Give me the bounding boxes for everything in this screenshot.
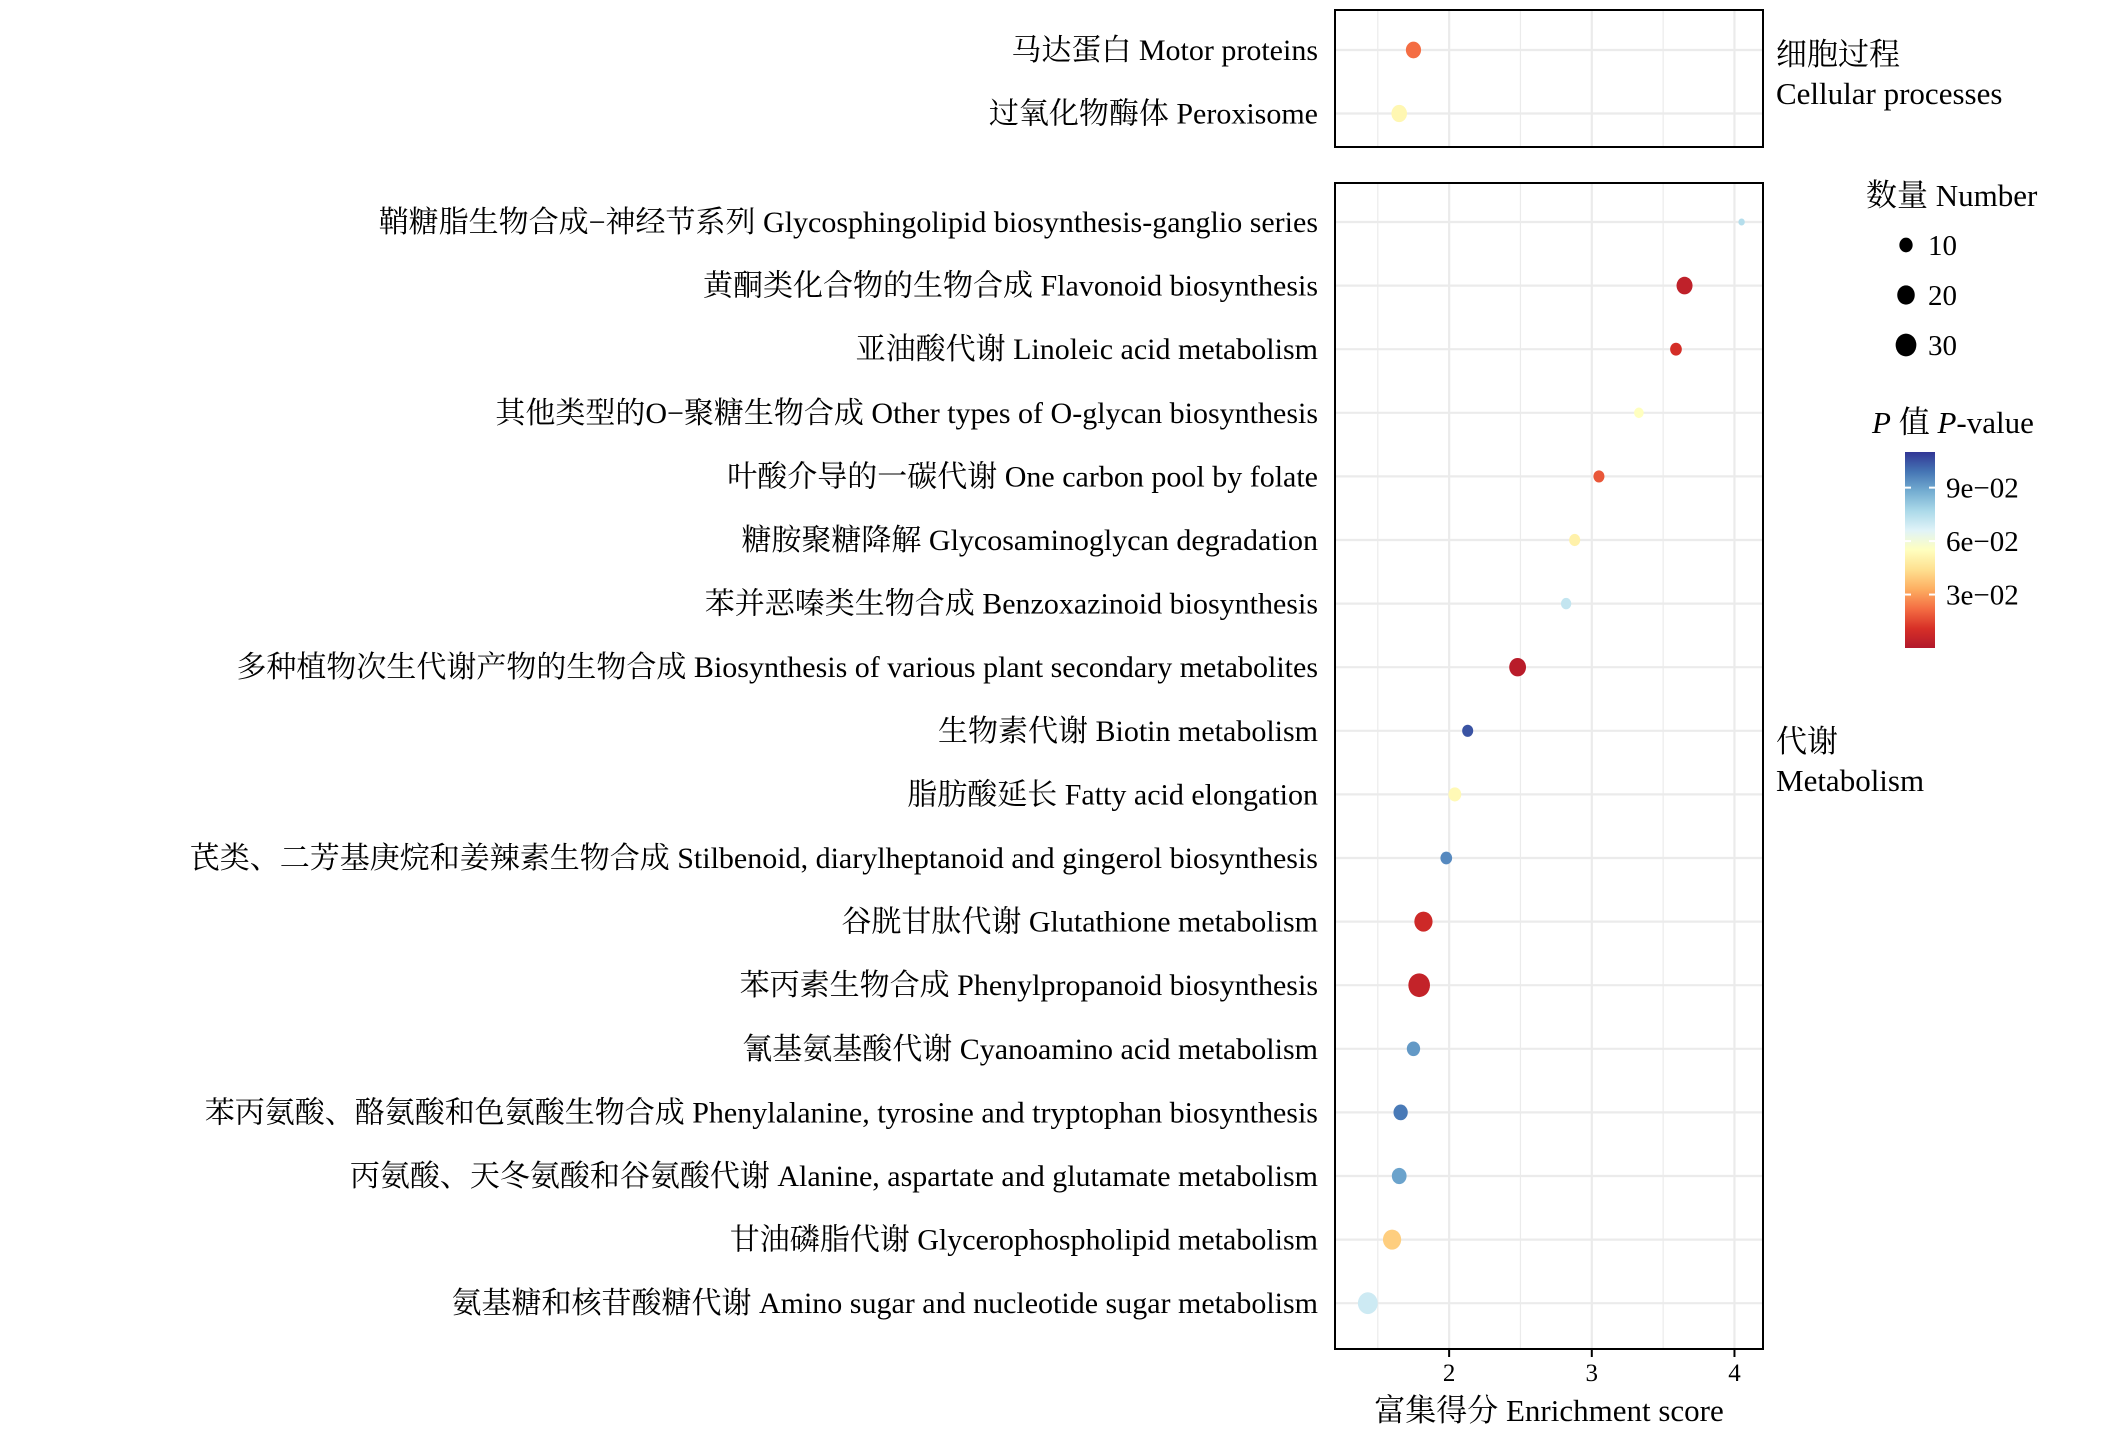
y-tick-label: 亚油酸代谢 Linoleic acid metabolism (855, 333, 1318, 367)
strip-label-line-1: 代谢 (1776, 724, 1838, 759)
y-tick-label: 苯丙素生物合成 Phenylpropanoid biosynthesis (739, 969, 1318, 1003)
strip-label-line-2: Metabolism (1776, 763, 1925, 798)
y-tick-label: 叶酸介导的一碳代谢 One carbon pool by folate (727, 460, 1318, 494)
y-tick-label: 黄酮类化合物的生物合成 Flavonoid biosynthesis (702, 269, 1318, 303)
x-tick-label: 3 (1585, 1360, 1599, 1387)
y-tick-label: 糖胺聚糖降解 Glycosaminoglycan degradation (741, 524, 1318, 557)
color-bar-label: 9e−02 (1946, 472, 2019, 505)
data-point (1414, 912, 1432, 932)
data-point (1677, 277, 1693, 295)
data-point (1738, 218, 1744, 225)
color-bar (1905, 452, 1935, 648)
x-axis-title: 富集得分 Enrichment score (1374, 1393, 1724, 1428)
y-tick-label: 氰基氨基酸代谢 Cyanoamino acid metabolism (742, 1032, 1318, 1066)
size-legend-title: 数量 Number (1866, 178, 2038, 213)
color-legend-title-zhi: 值 (1890, 405, 1938, 440)
y-tick-label: 过氧化物酶体 Peroxisome (988, 97, 1318, 131)
y-tick-label: 谷胱甘肽代谢 Glutathione metabolism (841, 905, 1318, 939)
data-point (1406, 42, 1421, 59)
y-tick-label: 甘油磷脂代谢 Glycerophospholipid metabolism (729, 1223, 1318, 1257)
y-tick-label: 脂肪酸延长 Fatty acid elongation (907, 778, 1318, 812)
size-legend-key (1899, 238, 1912, 253)
y-tick-label: 其他类型的O−聚糖生物合成 Other types of O-glycan biosynthesis (495, 396, 1318, 430)
y-axis-labels (190, 206, 1318, 1320)
y-tick-label: 氨基糖和核苷酸糖代谢 Amino sugar and nucleotide sugar metabolism (451, 1287, 1318, 1321)
color-legend-title-value: -value (1956, 405, 2034, 440)
data-point (1407, 1041, 1420, 1056)
color-legend (1871, 405, 2034, 648)
color-bar-label: 3e−02 (1946, 579, 2019, 612)
panel-metabolism (190, 183, 1924, 1349)
strip-label-line-2: Cellular processes (1776, 76, 2003, 111)
color-bar-label: 6e−02 (1946, 526, 2019, 559)
y-tick-label: 生物素代谢 Biotin metabolism (938, 714, 1318, 748)
x-axis (1443, 1349, 1741, 1387)
y-tick-label: 苯丙氨酸、酪氨酸和色氨酸生物合成 Phenylalanine, tyrosine and tryptophan biosynthesis (204, 1096, 1318, 1130)
data-point (1393, 1105, 1407, 1121)
size-legend-key (1896, 334, 1917, 357)
data-point (1392, 1168, 1407, 1184)
data-point (1509, 658, 1526, 676)
data-point (1408, 973, 1430, 997)
data-point (1383, 1230, 1401, 1250)
y-axis-labels (989, 34, 1318, 131)
y-tick-label: 丙氨酸、天冬氨酸和谷氨酸代谢 Alanine, aspartate and glutamate metabolism (349, 1160, 1318, 1193)
y-tick-label: 苯并恶嗪类生物合成 Benzoxazinoid biosynthesis (704, 587, 1318, 621)
y-tick-label: 鞘糖脂生物合成−神经节系列 Glycosphingolipid biosynthesis-ganglio series (378, 206, 1318, 239)
strip-label-line-1: 细胞过程 (1776, 37, 1900, 72)
color-legend-title (1871, 405, 2034, 440)
size-legend (1866, 178, 2038, 362)
size-legend-label: 10 (1928, 230, 1957, 262)
data-point (1593, 470, 1604, 482)
data-point (1462, 725, 1473, 737)
data-point (1634, 408, 1644, 419)
data-point (1670, 343, 1682, 356)
y-tick-label: 芪类、二芳基庚烷和姜辣素生物合成 Stilbenoid, diarylheptanoid and gingerol biosynthesis (189, 842, 1318, 875)
x-tick-label: 4 (1728, 1360, 1741, 1387)
panel-cellular-processes (989, 10, 2003, 147)
data-point (1391, 105, 1407, 122)
data-point (1358, 1292, 1378, 1314)
data-point (1440, 852, 1452, 865)
size-legend-key (1897, 285, 1915, 304)
x-tick-label: 2 (1442, 1360, 1456, 1387)
color-legend-title-p: P (1872, 405, 1891, 440)
size-legend-label: 20 (1928, 280, 1957, 312)
y-tick-label: 多种植物次生代谢产物的生物合成 Biosynthesis of various plant secondary metabolites (236, 651, 1318, 685)
data-point (1448, 787, 1461, 801)
y-tick-label: 马达蛋白 Motor proteins (1011, 34, 1318, 67)
data-point (1569, 534, 1580, 546)
panel-background (1335, 10, 1763, 147)
data-point (1561, 598, 1571, 609)
size-legend-label: 30 (1928, 330, 1957, 362)
color-legend-title-p2: P (1937, 405, 1957, 440)
